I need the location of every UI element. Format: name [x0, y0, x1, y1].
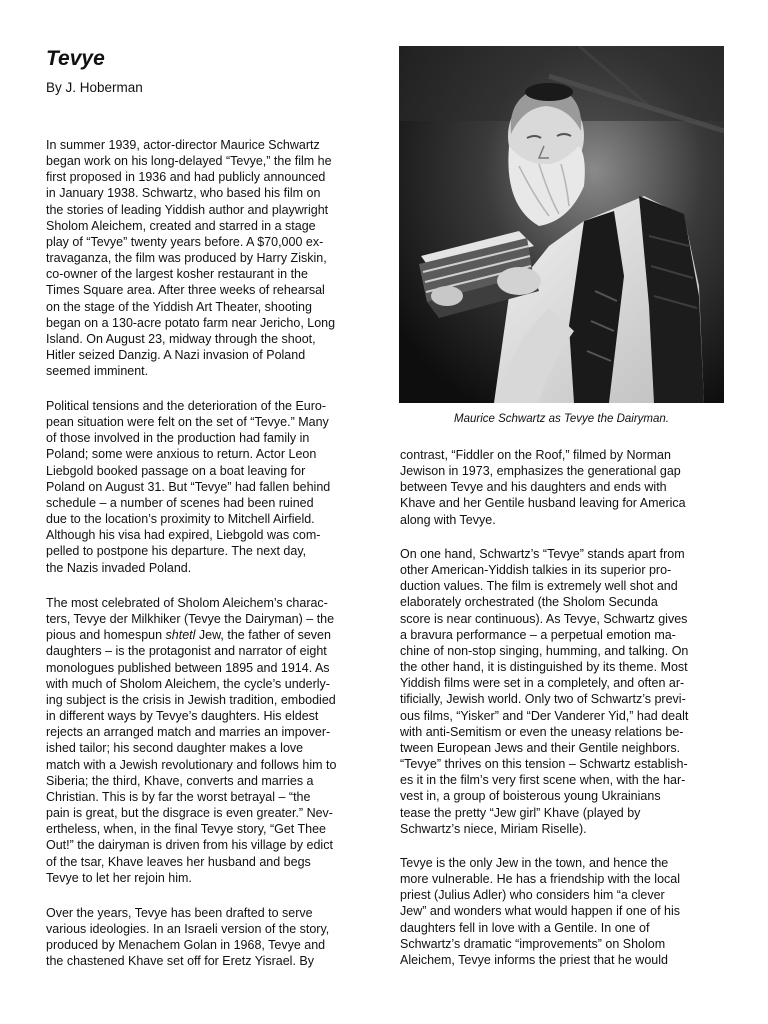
text-line: the other hand, it is distinguished by its theme. Most — [400, 660, 688, 675]
text-line: Jewison in 1973, emphasizes the generational gap — [400, 464, 681, 479]
text-line: pean situation were felt on the set of “Tevye.” Many — [46, 415, 329, 430]
text-line: due to the location’s proximity to Mitchell Airfield. — [46, 512, 315, 527]
text-line: Schwartz’s niece, Miriam Riselle). — [400, 821, 587, 836]
text-line: “Tevye” thrives on this tension – Schwartz establish- — [400, 757, 688, 772]
text-line: other American-Yiddish talkies in its superior pro- — [400, 563, 672, 578]
text-line: began on a 130-acre potato farm near Jericho, Long — [46, 315, 336, 330]
text-line: on the stage of the Yiddish Art Theater, shooting — [46, 299, 312, 314]
text-line: The most celebrated of Sholom Aleichem’s charac- — [46, 596, 328, 610]
text-line: ters, Tevye der Milkhiker (Tevye the Dairyman) – the — [46, 612, 335, 627]
text-line: tificially, Jewish world. Only two of Schwartz’s previ- — [400, 692, 686, 707]
text-line: ing subject is the crisis in Jewish tradition, embodied — [46, 692, 336, 707]
text-line: Siberia; the third, Khave, converts and marries a — [46, 773, 314, 788]
text-line: began work on his long-delayed “Tevye,” the film he — [46, 154, 332, 169]
text-line: match with a Jewish revolutionary and follows him to — [46, 757, 337, 772]
text-line: es it in the film’s very first scene when, with the har- — [400, 773, 686, 788]
text-line: in different ways by Tevye’s daughters. His eldest — [46, 709, 319, 724]
text-line: first proposed in 1936 and had publicly announced — [46, 170, 326, 185]
text-line: ertheless, when, in the final Tevye story, “Get Thee — [46, 822, 327, 837]
text-line: On one hand, Schwartz’s “Tevye” stands apart from — [400, 547, 685, 561]
text-line: play of “Tevye” twenty years before. A $70,000 ex- — [46, 234, 324, 249]
text-line: more vulnerable. He has a friendship with the local — [400, 872, 681, 887]
text-line: priest (Julius Adler) who considers him “a clever — [400, 888, 665, 903]
text-line: the chastened Khave set off for Eretz Yisrael. By — [46, 954, 314, 969]
text-line: schedule – a number of scenes had been ruined — [46, 495, 314, 510]
text-line: vest in, a group of boisterous young Ukrainians — [400, 789, 661, 804]
text-line: daughters fell in love with a Gentile. In one of — [400, 920, 650, 935]
text-line: produced by Menachem Golan in 1968, Tevye and — [46, 938, 326, 953]
text-line: Political tensions and the deterioration of the Euro- — [46, 399, 327, 413]
text-line: with much of Sholom Aleichem, the cycle’s underly- — [46, 676, 330, 691]
article-title: Tevye — [46, 47, 105, 70]
text-line: pelled to postpone his departure. The next day, — [46, 544, 307, 559]
text-line: ished tailor; his second daughter makes a love — [46, 741, 304, 756]
text-line: daughters – is the protagonist and narrator of eight — [46, 644, 327, 659]
tevye-photo — [399, 46, 724, 403]
text-line: tween European Jews and their Gentile neighbors. — [400, 740, 681, 755]
text-line: Over the years, Tevye has been drafted to serve — [46, 906, 313, 920]
paragraph-5 — [400, 447, 686, 528]
text-line: Out!” the dairyman is driven from his village by edict — [46, 838, 333, 853]
paragraph-7 — [400, 855, 680, 968]
text-line: Khave and her Gentile husband leaving for America — [400, 496, 686, 511]
text-line: the stories of leading Yiddish author and playwright — [46, 202, 329, 217]
text-line: the Nazis invaded Poland. — [46, 560, 192, 575]
text-line: Tevye to let her rejoin him. — [46, 870, 192, 885]
text-line: duction values. The film is extremely well shot and — [400, 579, 678, 594]
text-line: monologues published between 1895 and 1914. As — [46, 660, 330, 675]
text-line: between Tevye and his daughters and ends with — [400, 480, 667, 495]
text-line: ous films, “Yisker” and “Der Vanderer Yid,” had dealt — [400, 708, 689, 723]
text-line: In summer 1939, actor-director Maurice Schwartz — [46, 138, 320, 152]
article-byline: By J. Hoberman — [46, 80, 143, 95]
text-line: Although his visa had expired, Liebgold was com- — [46, 528, 321, 543]
paragraph-2 — [46, 398, 330, 576]
text-line: pain is great, but the disgrace is even greater.” Nev- — [46, 806, 333, 821]
text-line: in January 1938. Schwartz, who based his film on — [46, 186, 321, 201]
text-line: Jew” and wonders what would happen if one of his — [400, 904, 681, 919]
text-line: Hitler seized Danzig. A Nazi invasion of Poland — [46, 348, 306, 363]
text-line: chine of non-stop singing, humming, and talking. On — [400, 643, 689, 658]
paragraph-6 — [400, 546, 688, 837]
text-line: pious and homespun shtetl Jew, the father of seven — [46, 628, 331, 643]
paragraph-4 — [46, 905, 329, 970]
text-line: along with Tevye. — [400, 512, 496, 527]
text-line: Schwartz’s dramatic “improvements” on Sholom — [400, 936, 666, 951]
text-line: Liebgold booked passage on a boat leaving for — [46, 463, 306, 478]
text-line: Aleichem, Tevye informs the priest that he would — [400, 952, 668, 967]
text-line: Tevye is the only Jew in the town, and hence the — [400, 856, 669, 870]
text-line: co-owner of the largest kosher restaurant in the — [46, 267, 308, 282]
text-line: Island. On August 23, midway through the shoot, — [46, 331, 316, 346]
text-line: Christian. This is by far the worst betrayal – “the — [46, 789, 311, 804]
text-line: elaborately orchestrated (the Sholom Secunda — [400, 595, 658, 610]
text-line: with anti-Semitism or even the uneasy relations be- — [400, 724, 684, 739]
text-line: a bravura performance – a perpetual emotion ma- — [400, 627, 676, 642]
text-line: travaganza, the film was produced by Harry Ziskin, — [46, 251, 327, 266]
text-line: of those involved in the production had family in — [46, 431, 310, 446]
text-line: tease the pretty “Jew girl” Khave (played by — [400, 805, 641, 820]
text-line: Poland; some were anxious to return. Actor Leon — [46, 447, 317, 462]
text-line: Times Square area. After three weeks of rehearsal — [46, 283, 325, 298]
text-line: rejects an arranged match and marries an impover- — [46, 725, 331, 740]
paragraph-1 — [46, 137, 335, 379]
paragraph-3 — [46, 595, 336, 886]
text-line: of the tsar, Khave leaves her husband and begs — [46, 854, 311, 869]
text-line: contrast, “Fiddler on the Roof,” filmed by Norman — [400, 448, 671, 462]
text-line: score is near continuous). As Tevye, Schwartz gives — [400, 611, 688, 626]
text-line: Poland on August 31. But “Tevye” had fallen behind — [46, 479, 331, 494]
text-line: Sholom Aleichem, created and starred in a stage — [46, 218, 316, 233]
photo-caption: Maurice Schwartz as Tevye the Dairyman. — [454, 413, 669, 425]
text-line: Yiddish films were set in a completely, and often ar- — [400, 676, 685, 691]
text-line: seemed imminent. — [46, 364, 149, 379]
text-line: various ideologies. In an Israeli version of the story, — [46, 922, 330, 937]
